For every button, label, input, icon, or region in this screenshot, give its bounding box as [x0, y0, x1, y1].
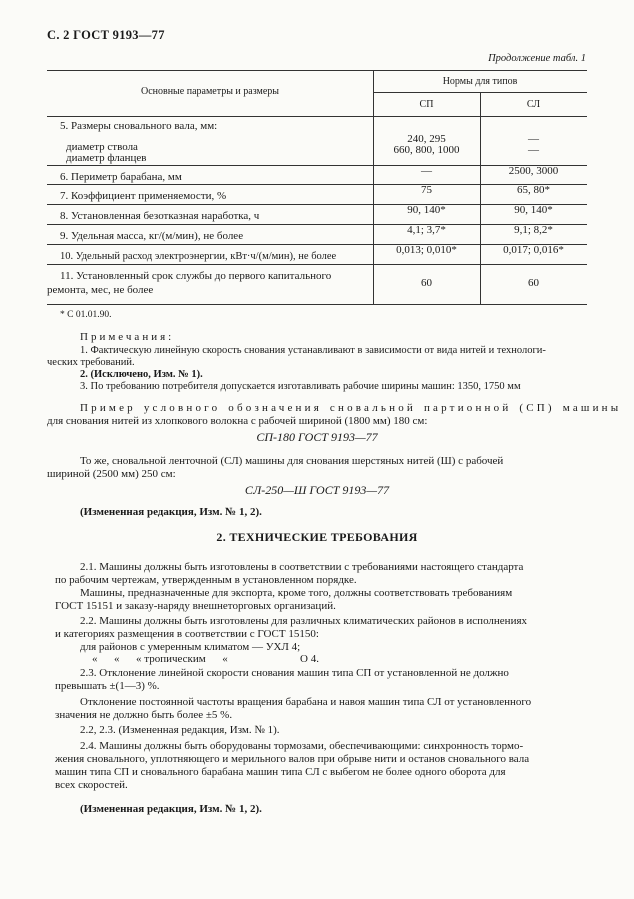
- row-9-sl: 9,1; 8,2*: [514, 224, 553, 236]
- row-rule: [47, 264, 587, 265]
- row-6-label: 6. Периметр барабана, мм: [60, 171, 182, 183]
- s2-line-2: по рабочим чертежам, утвержденным в установленном порядке.: [55, 574, 357, 586]
- s2-line-11: Отклонение постоянной частоты вращения барабана и навоя машин типа СЛ от установленного: [80, 696, 532, 708]
- s2-line-13: 2.2, 2.3. (Измененная редакция, Изм. № 1).: [80, 724, 280, 736]
- s2-line-7: для районов с умеренным климатом — УХЛ 4;: [80, 641, 301, 653]
- row-11-label-2: ремонта, мес, не более: [47, 284, 154, 296]
- s2-line-3: Машины, предназначенные для экспорта, кроме того, должны соответствовать требованиям: [80, 587, 513, 599]
- row-7-sl: 65, 80*: [517, 184, 550, 196]
- s2-line-1: 2.1. Машины должны быть изготовлены в соответствии с требованиями настоящего стандарта: [80, 561, 524, 573]
- note-2: 2. (Исключено, Изм. № 1).: [80, 369, 203, 380]
- s2-line-6: и категориях размещения в соответствии с ГОСТ 15150:: [55, 628, 319, 640]
- row-5a-sp: 240, 295: [407, 133, 446, 145]
- row-10-sl: 0,017; 0,016*: [503, 244, 564, 256]
- row-5b-sl: —: [528, 144, 539, 156]
- notes-title: Примечания:: [80, 331, 175, 343]
- s2-line-16: машин типа СП и сновального барабана машин типа СЛ с выбегом не более одного оборота для: [55, 766, 506, 778]
- table-continuation-label: Продолжение табл. 1: [488, 53, 586, 64]
- row-6-sp: —: [421, 165, 432, 177]
- row-7-label: 7. Коэффициент применяемости, %: [60, 190, 227, 202]
- row-6-sl: 2500, 3000: [508, 165, 559, 177]
- col-norms-header: Нормы для типов: [442, 76, 518, 87]
- row-10-label: 10. Удельный расход электроэнергии, кВт·ч/(м/мин), не более: [60, 251, 337, 262]
- s2-line-4: ГОСТ 15151 и заказу-наряду внешнеторговых организаций.: [55, 600, 336, 612]
- row-7-sp: 75: [421, 184, 432, 196]
- col-param-header: Основные параметры и размеры: [140, 86, 280, 97]
- s2-line-8-value: О 4.: [300, 653, 319, 665]
- row-9-sp: 4,1; 3,7*: [407, 224, 446, 236]
- row-5a-sl: —: [528, 133, 539, 145]
- row-5b-sp: 660, 800, 1000: [393, 144, 460, 156]
- s2-line-18: (Измененная редакция, Изм. № 1, 2).: [80, 803, 262, 815]
- s2-line-15: жения сновального, уплотняющего и мерильного валов при обрыве нити и останов сновального вала: [55, 753, 530, 765]
- col-sp-header: СП: [419, 99, 434, 110]
- example-heading: Пример условного обозначения сновальной партионной (СП) машины: [80, 402, 622, 414]
- example-line-2: для снования нитей из хлопкового волокна с рабочей шириной (1800 мм) 180 см:: [47, 415, 428, 427]
- row-5b-label: диаметр фланцев: [66, 152, 147, 164]
- example-line-3: То же, сновальной ленточной (СЛ) машины для снования шерстяных нитей (Ш) с рабочей: [80, 455, 504, 467]
- s2-line-9: 2.3. Отклонение линейной скорости снования машин типа СП от установленной не должно: [80, 667, 509, 679]
- example-line-4: шириной (2500 мм) 250 см:: [47, 468, 176, 480]
- example-code-1: СП-180 ГОСТ 9193—77: [256, 430, 378, 444]
- row-8-label: 8. Установленная безотказная наработка, ч: [60, 210, 260, 222]
- note-1b: ческих требований.: [47, 357, 135, 368]
- row-5-label: 5. Размеры сновального вала, мм:: [60, 120, 218, 132]
- table-subheader-rule: [373, 92, 587, 93]
- row-11-sl: 60: [528, 277, 539, 289]
- s2-line-12: значения не должно быть более ±5 %.: [55, 709, 233, 721]
- row-8-sp: 90, 140*: [407, 204, 446, 216]
- example-code-2: СЛ-250—Ш ГОСТ 9193—77: [244, 483, 390, 497]
- row-8-sl: 90, 140*: [514, 204, 553, 216]
- note-3: 3. По требованию потребителя допускается изготавливать рабочие ширины машин: 1350, 1750 мм: [80, 381, 521, 392]
- section-2-title: 2. ТЕХНИЧЕСКИЕ ТРЕБОВАНИЯ: [216, 530, 418, 544]
- row-11-label-1: 11. Установленный срок службы до первого капитального: [60, 270, 332, 282]
- row-9-label: 9. Удельная масса, кг/(м/мин), не более: [60, 230, 244, 242]
- table-footnote: * С 01.01.90.: [60, 310, 112, 320]
- s2-line-8-ditto: « « « тропическим «: [92, 653, 228, 665]
- s2-line-17: всех скоростей.: [55, 779, 128, 791]
- note-1a: 1. Фактическую линейную скорость снования устанавливают в зависимости от вида нитей и технологи-: [80, 345, 546, 356]
- row-5a-label: диаметр ствола: [66, 141, 138, 153]
- example-amendment: (Измененная редакция, Изм. № 1, 2).: [80, 506, 262, 518]
- row-10-sp: 0,013; 0,010*: [396, 244, 457, 256]
- s2-line-10: превышать ±(1—3) %.: [55, 680, 160, 692]
- page-header: С. 2 ГОСТ 9193—77: [47, 28, 165, 42]
- table-bottom-rule: [47, 304, 587, 305]
- s2-line-14: 2.4. Машины должны быть оборудованы тормозами, обеспечивающими: синхронность тормо-: [80, 740, 524, 752]
- s2-line-5: 2.2. Машины должны быть изготовлены для различных климатических районов в исполнениях: [80, 615, 528, 627]
- col-sl-header: СЛ: [526, 99, 541, 110]
- row-11-sp: 60: [421, 277, 432, 289]
